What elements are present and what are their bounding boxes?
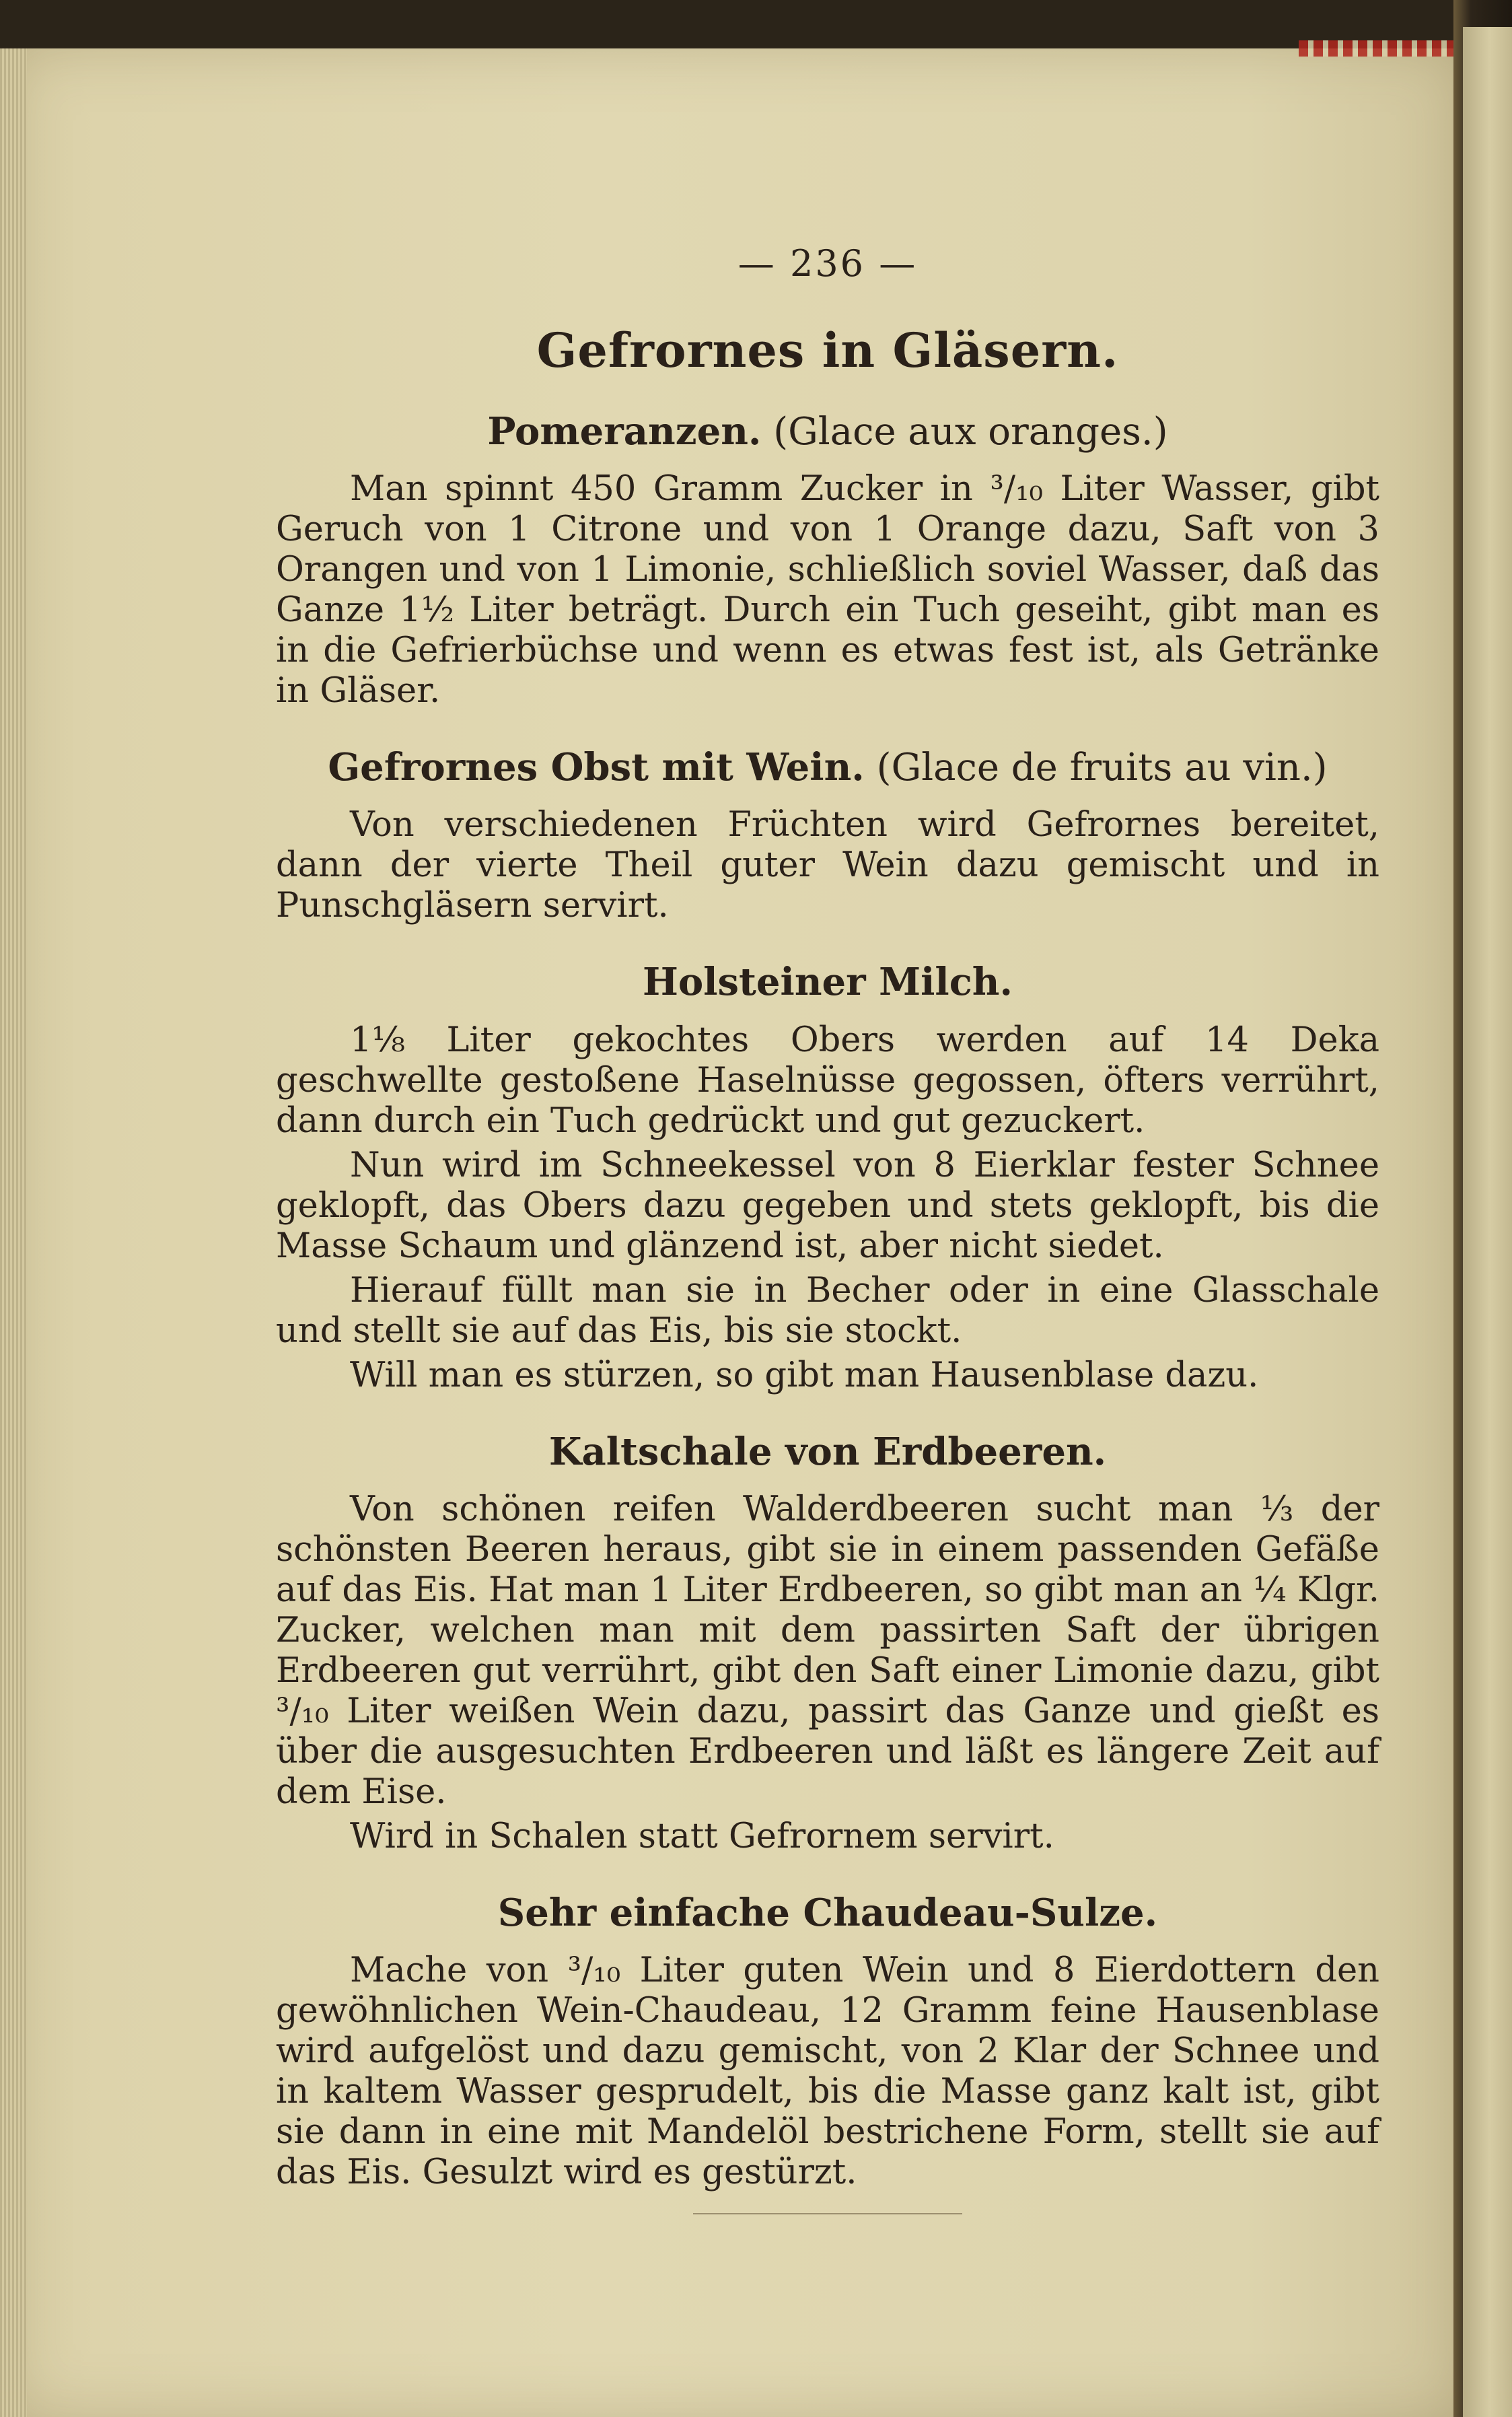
recipe-paragraph: Mache von ³/₁₀ Liter guten Wein und 8 Eierdottern den gewöhnlichen Wein-Chaudeau, 12 Gramm feine Hausenblase wird aufgelöst und dazu gemischt, von 2 Klar der Schnee und in kaltem Wasser gesprudelt, bis die Masse ganz kalt ist, gibt sie dann in eine mit Mandelöl bestrichene Form, stellt sie auf das Eis. Gesulzt wird es gestürzt.: [276, 1950, 1379, 2192]
page-title: Gefrornes in Gläsern.: [536, 322, 1119, 378]
recipe-paragraph: 1⅛ Liter gekochtes Obers werden auf 14 Deka geschwellte gestoßene Haselnüsse gegossen, öfters verrührt, dann durch ein Tuch gedrückt und gut gezuckert.: [276, 1020, 1379, 1141]
section-gefrornes-obst: [276, 745, 1379, 926]
section-title-french: (Glace de fruits au vin.): [876, 746, 1328, 790]
section-title: Holsteiner Milch.: [642, 960, 1013, 1005]
recipe-paragraph: Hierauf füllt man sie in Becher oder in eine Glasschale und stellt sie auf das Eis, bis sie stockt.: [276, 1270, 1379, 1351]
section-title: Gefrornes Obst mit Wein.: [328, 745, 865, 790]
section-heading: [276, 1891, 1379, 1936]
recipe-paragraph: Von schönen reifen Walderdbeeren sucht man ⅓ der schönsten Beeren heraus, gibt sie in einem passenden Gefäße auf das Eis. Hat man 1 Liter Erdbeeren, so gibt man an ¼ Klgr. Zucker, welchen man mit dem passirten Saft der übrigen Erdbeeren gut verrührt, gibt den Saft einer Limonie dazu, gibt ³/₁₀ Liter weißen Wein dazu, passirt das Ganze und gießt es über die ausgesuchten Erdbeeren und läßt es längere Zeit auf dem Eise.: [276, 1489, 1379, 1812]
section-title: Kaltschale von Erdbeeren.: [548, 1429, 1107, 1474]
recipe-paragraph: Von verschiedenen Früchten wird Gefrornes bereitet, dann der vierte Theil guter Wein dazu gemischt und in Punschgläsern servirt.: [276, 805, 1379, 926]
section-title: Sehr einfache Chaudeau-Sulze.: [497, 1890, 1158, 1935]
page-number: — 236 —: [737, 242, 918, 285]
page-content: [276, 242, 1379, 2214]
section-title: Pomeranzen.: [487, 409, 762, 454]
section-chaudeau-sulze: [276, 1891, 1379, 2193]
section-holsteiner-milch: [276, 960, 1379, 1395]
section-kaltschale: [276, 1430, 1379, 1857]
recipe-paragraph: Will man es stürzen, so gibt man Hausenblase dazu.: [350, 1355, 1259, 1395]
section-pomeranzen: [276, 409, 1379, 711]
next-page-edge: [1463, 27, 1512, 2417]
red-edge-marking: [1299, 40, 1453, 57]
section-heading: [276, 1430, 1379, 1475]
page-edge: [0, 48, 27, 2417]
section-heading: [276, 745, 1379, 790]
section-heading: [276, 960, 1379, 1005]
recipe-paragraph: Man spinnt 450 Gramm Zucker in ³/₁₀ Liter Wasser, gibt Geruch von 1 Citrone und von 1 Orange dazu, Saft von 3 Orangen und von 1 Limonie, schließlich soviel Wasser, daß das Ganze 1½ Liter beträgt. Durch ein Tuch geseiht, gibt man es in die Gefrierbüchse und wenn es etwas fest ist, als Getränke in Gläser.: [276, 469, 1379, 711]
recipe-paragraph: Wird in Schalen statt Gefrornem servirt.: [350, 1816, 1054, 1856]
closing-rule: [693, 2213, 962, 2214]
section-title-french: (Glace aux oranges.): [773, 410, 1168, 454]
recipe-paragraph: Nun wird im Schneekessel von 8 Eierklar fester Schnee geklopft, das Obers dazu gegeben und stets geklopft, bis die Masse Schaum und glänzend ist, aber nicht siedet.: [276, 1145, 1379, 1266]
section-heading: [276, 409, 1379, 454]
